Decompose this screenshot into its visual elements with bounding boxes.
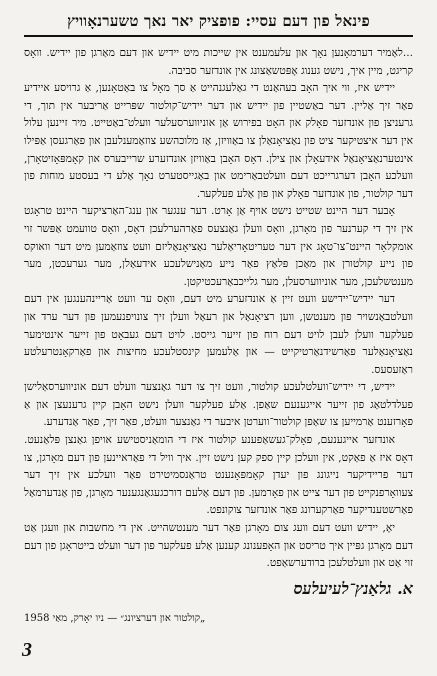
paragraph: יידיש, די יידיש־וועלטלעכע קולטור, וועט זיך צו דער גאַנצער וועלט דעם אוניווערסאַלישן פעלדלטאַג פון זייער אייגענעם שאַפן. אַלע פעלקער וועלן נישט האָבן קיין גרענעצן און אַ פאָרזענט אַרמייען צו שאַפן קולטור־ווערטן איבער די גאַנצער וועלט, פאַר זיך, פאַר אַנדערע. — [24, 381, 413, 429]
paragraph: יאָ, יידיש וועט דעם וועג צום מאָרגן פאַר דער מענטשהייט. אין די מחשבות און וועגן אַט דעם מאָרגן גפּיין איך טריסט און האָפענונג קענען אַלע פעלקער פון דער וועלט בייטראָגן פון דעם זוי אַט און וועלטלעכן ברודערשאַפט. — [24, 522, 413, 570]
article-body — [24, 45, 413, 573]
page-number: 3 — [22, 639, 32, 661]
paragraph: אָבער דער היינט שטייט נישט אויף אַן אָרט. דער ענגער און ענג־האַרציקער היינט טראָגט אין זיך די קערנער פון מאָרגן, וואָס וועלן גאַנצעס פאַרהערלעכן דאָס, וואָס טוועמט אַפּשר זוי אומקלאָר היינט־צו־טאָג אין דער טעריטאָריאַלער נאַציאָנאַליזם וועט צוזאַמען מיט דער וואוקס פון נייע קולטורן און מאַכן פּלאַץ פאַר נייע מאַנישלעכע אידעאַלן, מער גערעכטן, מער מענטשלעכן, מער אוניווערסעלן, מער גלייכבאַרעכטיקטן. — [24, 205, 413, 288]
paragraph: דער יידיש־יידישע וועט זיין אַ אונדזערע מיט דעם, וואָס ער וועט אַריינהענגען אין דעם וועלטבאַנשויר פון מענטשן, ווען רציאָנאַל און רעאַל וועלן זיך צונויפנעמען פון דער ערד און פעלקער וועלן לעבן לויט דעם רוח פון זייער גייסט. לויט דעם געבאָט פון זייער אינטימער נאַציאָנאַלער פאַרשידנאַרטיקייט — און אַלעמען קינסטלעכע מחיצות און פאַרקאָנטרעלטע ראַזעסעס. — [24, 293, 413, 376]
author-signature: א. גלאַנץ־לעיעלעס — [293, 578, 413, 598]
paragraph: יידיש איז, ווי איך האָב בעהאַנט די גאַלעגנהייט אַ סך מאָל צו באַטאָנען, אַ גרויסע איידיע פאַר זיך אַליין. דער באַשטיין פון יידיש און דער יידיש־קולטור שפּרייט אַריבער אין תוך, די גרעניצן פון אונדזער פאָלק און האָט בפירוש אַן אוניווערסעלער וועלט־באַטייט. מיר זיינען עלול אין דער איצטיקער ציט פון נאַציאָנאַלן צו באַוויזן, אַז מלוכהשע צוזאַמענלעבן און פאַרגעסן אַפּילו אינטערנאַציאָנאַל אידעאָלן און צילן. דאָס האָבן באַוויזן אונדזערע שרייבערס און קאָמפּאָזיטאָרן, וועלכע האָבן דערגרייכט דעם וועלטבאַרימט און באַגייסטערט נאָך אַלע די בעסטע מוחות פון דער קולטור, פון אונדזער פאָלק און פון אַלע פעלקער. — [24, 82, 413, 200]
paragraph: אונדזער אייגענעם, פאָלק־געשאַפענע קולטור איז די הומאַניסטישע אויפן גאַנצן פּלאַנעט. דאָס איז אַ פאַקט, אין וועלכן קיין ספק קען נישט זיין. איך וויל די פאַראיינען פון דעם מאָרגן, צו דער פריידיקער נייגונג פון יעדן קאָמפּאָנענט טראַנסמיטירט פאַר וועלכע אין זיך דער צעוואָרפנקייט פון דער צייט און פאָרמען. פון דעם אַלעם דורכגעגאַנגענער מאָרגן, פון אַנדערמאַל פאַרשטענדיקער פאַרקערונג פאַר אונדזער צוקונפט. — [24, 434, 413, 517]
page-header: פינאל פון דעם עסיי: פופציק יאר נאך טשערנאָוויץ — [24, 10, 413, 37]
paragraph: ...לאַמיר דערמאָנען נאָך און עלעמענט אין שייכות מיט יידיש און דעם מאַרגן פון יידיש. וואָס קריגט, מיין איך, נישט גענוג אָפּטשאַצונג אין אונדזער סביבה. — [24, 47, 413, 77]
source-citation: „קולטור און דערציונג״ — ניו יאָרק, מאַי 1958 — [24, 612, 206, 624]
